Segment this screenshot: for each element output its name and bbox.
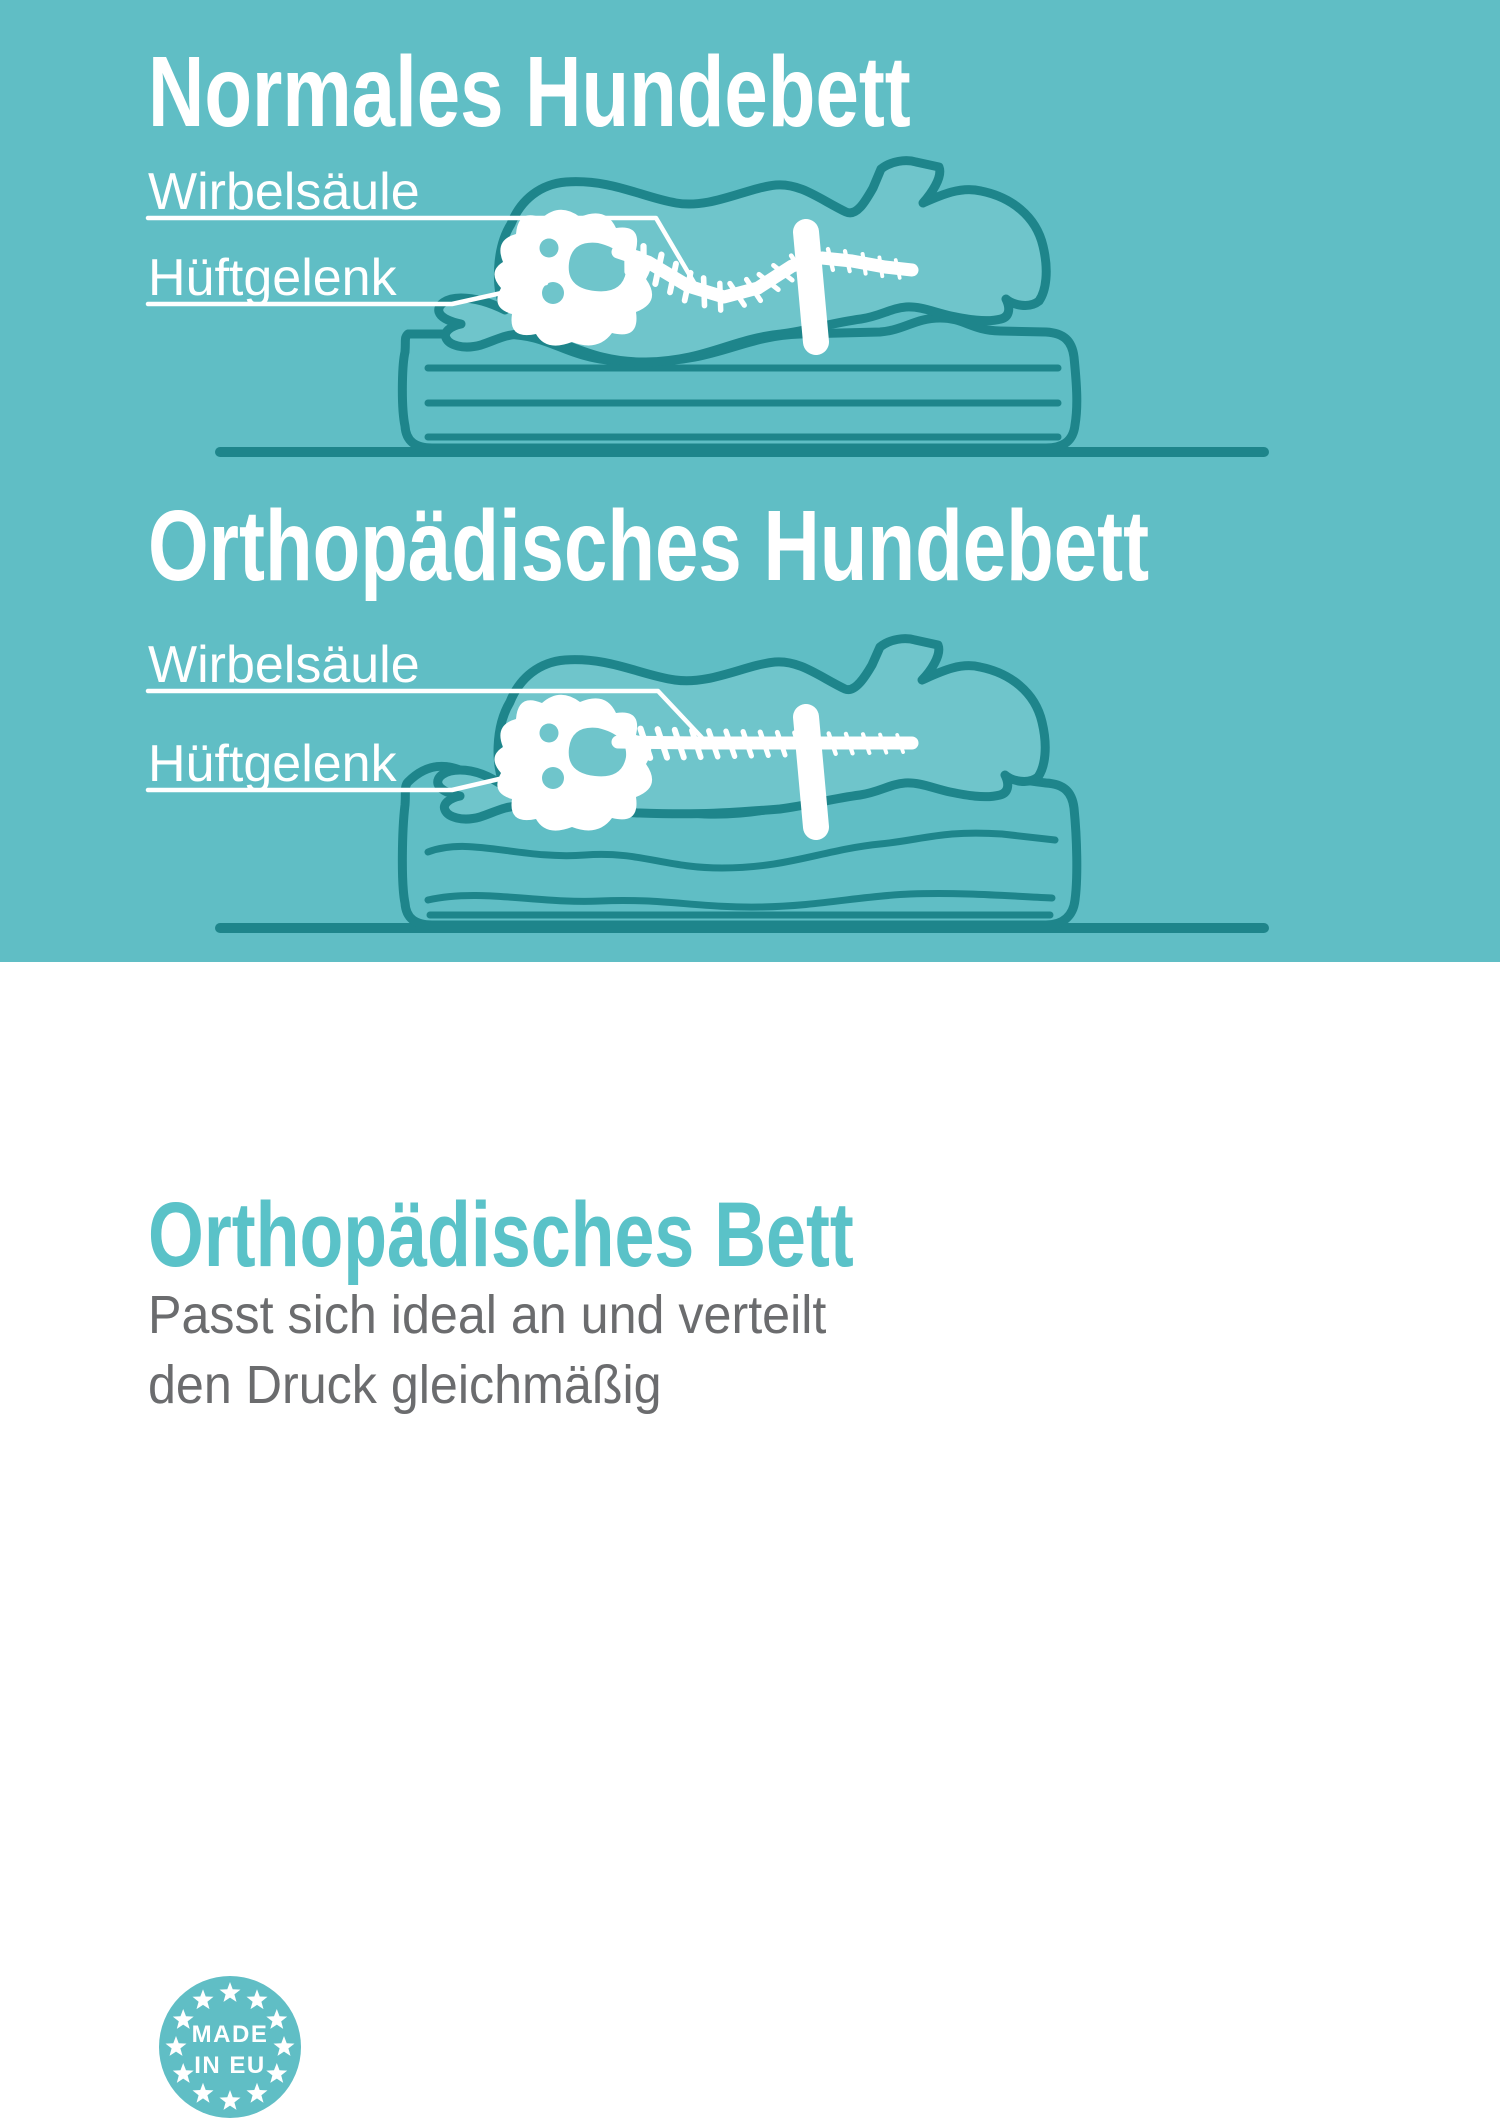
vertebra-spike: [720, 283, 721, 310]
hip-label: Hüftgelenk: [148, 738, 397, 790]
spine-label: Wirbelsäule: [148, 166, 420, 218]
footer-section: [0, 962, 1500, 1500]
ortho-bed-title: Orthopädisches Hundebett: [148, 496, 1149, 596]
footer-description: [148, 1280, 826, 1420]
footer-heading: Orthopädisches Bett: [148, 1189, 854, 1281]
made-in-eu-badge: [157, 1974, 303, 2120]
spine-label: Wirbelsäule: [148, 639, 420, 691]
hip-label: Hüftgelenk: [148, 252, 397, 304]
description-line-2: den Druck gleichmäßig: [148, 1350, 826, 1420]
badge-text-line2: IN EU: [194, 2052, 266, 2079]
comparison-section: [0, 0, 1500, 962]
vertebra-spike: [704, 278, 705, 306]
normal-bed-title: Normales Hundebett: [148, 42, 911, 142]
description-line-1: Passt sich ideal an und verteilt: [148, 1280, 826, 1350]
badge-text-line1: MADE: [192, 2021, 269, 2048]
shoulder-bone: [806, 232, 816, 342]
